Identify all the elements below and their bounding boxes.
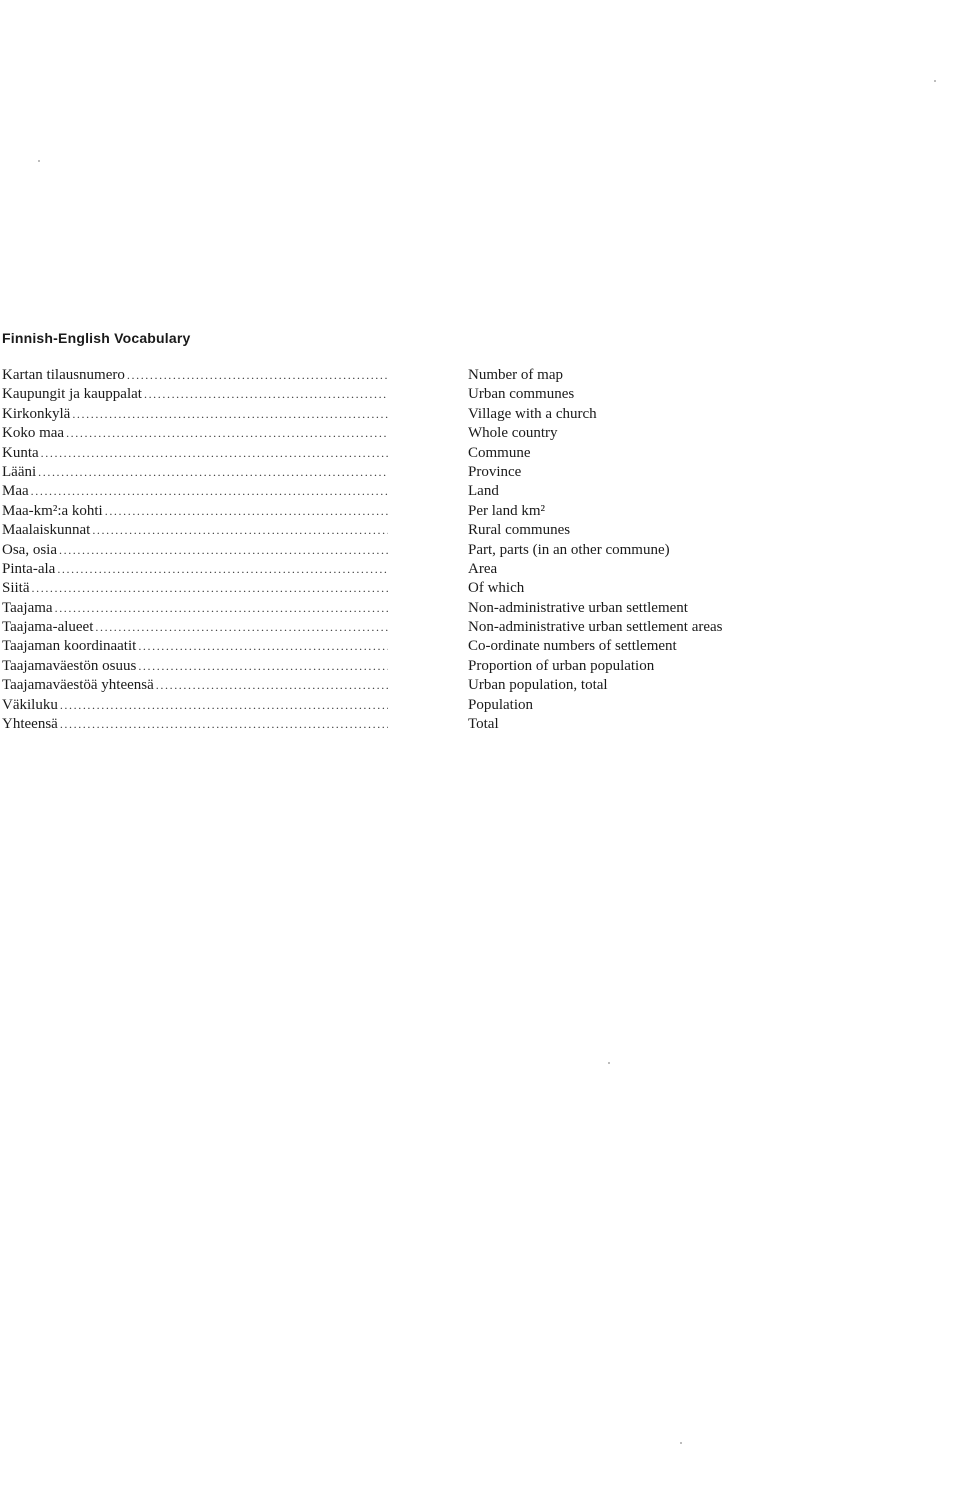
english-translation: Part, parts (in an other commune) [468,541,670,558]
finnish-term: Taajaman koordinaatit [2,638,137,655]
finnish-term-row [2,696,388,715]
finnish-term: Kirkonkylä [2,405,71,422]
dot-leader [127,366,388,385]
finnish-term: Siitä [2,580,30,597]
scan-speck [608,1062,610,1064]
dot-leader [41,444,388,463]
finnish-term: Maalaiskunnat [2,522,91,539]
finnish-term: Maa [2,483,29,500]
finnish-term: Taajama [2,599,53,616]
dot-leader [92,521,388,540]
finnish-term-row [2,637,388,656]
finnish-term: Taajama-alueet [2,619,94,636]
scan-speck [934,80,936,82]
finnish-term-row [2,715,388,734]
finnish-term-row [2,482,388,501]
finnish-term: Taajamaväestöä yhteensä [2,677,154,694]
finnish-term-row [2,521,388,540]
english-translation: Non-administrative urban settlement areas [468,619,723,636]
dot-leader [66,424,388,443]
dot-leader [31,482,388,501]
english-translation: Urban population, total [468,677,608,694]
finnish-term-row [2,618,388,637]
finnish-term: Kaupungit ja kauppalat [2,386,142,403]
dot-leader [105,502,388,521]
english-translation: Whole country [468,425,558,442]
finnish-term: Kunta [2,444,39,461]
dot-leader [32,579,388,598]
dot-leader [57,560,388,579]
finnish-term-row [2,560,388,579]
scan-speck [680,1442,682,1444]
english-translation: Proportion of urban population [468,657,655,674]
english-translation: Rural communes [468,522,571,539]
finnish-term: Osa, osia [2,541,57,558]
english-translation: Of which [468,580,525,597]
dot-leader [144,385,388,404]
dot-leader [60,696,388,715]
finnish-term-row [2,502,388,521]
english-translation: Co-ordinate numbers of settlement [468,638,677,655]
finnish-term: Yhteensä [2,716,58,733]
finnish-term-row [2,405,388,424]
finnish-term: Kartan tilausnumero [2,367,125,383]
dot-leader [55,599,388,618]
dot-leader [59,541,388,560]
english-translation: Province [468,463,522,480]
finnish-term-row [2,463,388,482]
english-translation: Non-administrative urban settlement [468,599,688,616]
dot-leader [156,676,388,695]
dot-leader [72,405,388,424]
english-translations-list [468,366,948,734]
english-translation: Number of map [468,367,563,383]
finnish-term: Pinta-ala [2,560,56,577]
finnish-term: Taajamaväestön osuus [2,657,137,674]
dot-leader [138,657,388,676]
dot-leader [138,637,388,656]
finnish-terms-list [2,366,388,734]
page-title: Finnish-English Vocabulary [2,330,191,346]
english-translation: Village with a church [468,405,597,422]
finnish-term-row [2,424,388,443]
english-translation: Land [468,483,499,500]
english-translation: Per land km² [468,502,545,519]
finnish-term: Väkiluku [2,696,58,713]
finnish-term: Maa-km²:a kohti [2,502,103,519]
finnish-term-row [2,385,388,404]
english-translation: Commune [468,444,531,461]
finnish-term: Lääni [2,463,37,480]
finnish-term-row [2,541,388,560]
finnish-term-row [2,657,388,676]
dot-leader [60,715,388,734]
finnish-term-row [2,579,388,598]
english-translation: Urban communes [468,386,575,403]
finnish-term-row [2,676,388,695]
english-translation: Area [468,560,498,577]
finnish-term-row [2,599,388,618]
english-translation: Population [468,696,534,713]
english-translation: Total [468,716,499,733]
finnish-term: Koko maa [2,425,65,442]
finnish-term-row [2,366,388,385]
dot-leader [95,618,388,637]
finnish-term-row [2,444,388,463]
dot-leader [38,463,388,482]
scan-speck [38,160,40,162]
